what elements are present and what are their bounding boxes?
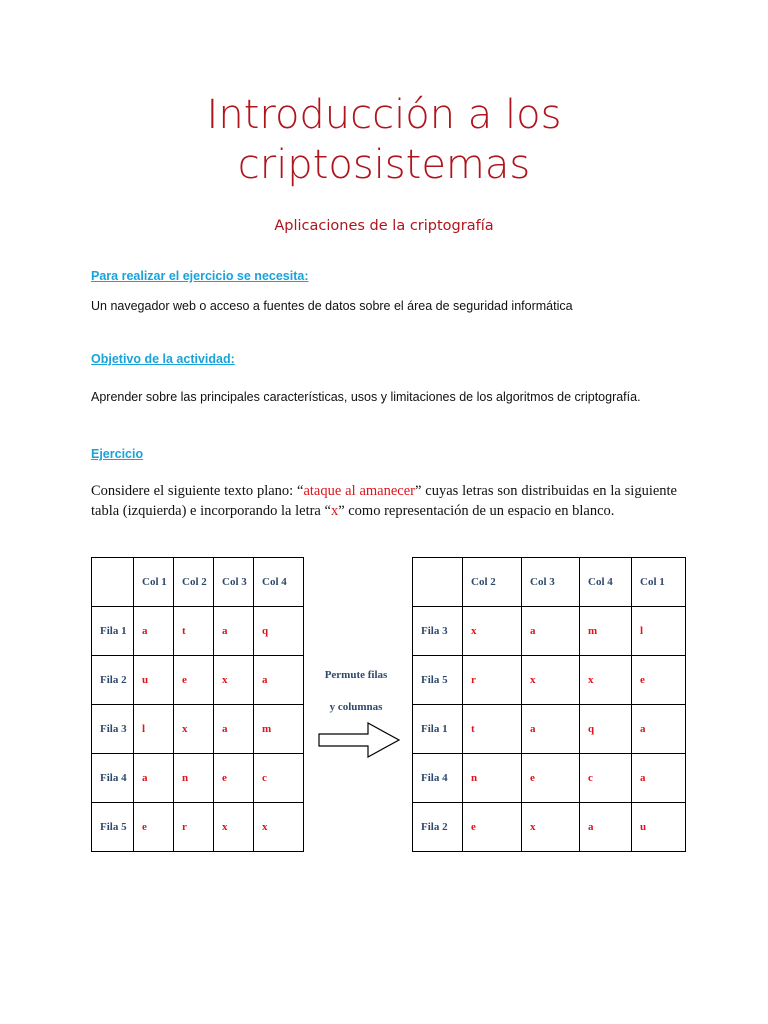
table-row [413,607,686,656]
table-corner-cell [413,558,463,607]
letter-cell: m [254,705,304,754]
letter-cell: m [580,607,632,656]
letter-cell: x [522,803,580,852]
row-label: Fila 2 [413,803,463,852]
letter-cell: e [463,803,522,852]
row-label: Fila 1 [92,607,134,656]
plaintext-highlight: ataque al amanecer [303,483,415,499]
letter-cell: a [134,607,174,656]
letter-cell: t [463,705,522,754]
column-header: Col 1 [134,558,174,607]
row-label: Fila 5 [92,803,134,852]
table-row [413,705,686,754]
letter-cell: u [134,656,174,705]
table-row [92,607,304,656]
letter-cell: a [214,607,254,656]
letter-cell: a [214,705,254,754]
table-row [413,754,686,803]
letter-cell: x [522,656,580,705]
permute-label-line2: y columnas [329,701,383,713]
letter-cell: x [580,656,632,705]
letter-cell: a [254,656,304,705]
title-line-2: criptosistemas [237,142,531,188]
letter-cell: r [174,803,214,852]
letter-cell: c [580,754,632,803]
row-label: Fila 5 [413,656,463,705]
column-header: Col 3 [214,558,254,607]
letter-cell: x [174,705,214,754]
left-table [91,557,304,852]
row-label: Fila 1 [413,705,463,754]
table-row [92,656,304,705]
letter-cell: q [254,607,304,656]
letter-cell: n [174,754,214,803]
title-line-1: Introducción a los [206,92,562,138]
right-table [412,557,686,852]
letter-cell: a [580,803,632,852]
row-label: Fila 3 [413,607,463,656]
letter-cell: e [134,803,174,852]
letter-cell: a [134,754,174,803]
letter-cell: l [632,607,686,656]
requirements-text: Un navegador web o acceso a fuentes de datos sobre el área de seguridad informática [91,299,573,313]
right-arrow-icon [318,722,402,758]
letter-cell: a [522,705,580,754]
table-row [92,705,304,754]
letter-cell: a [522,607,580,656]
letter-cell: t [174,607,214,656]
exercise-heading: Ejercicio [91,447,144,461]
table-header-row [413,558,686,607]
letter-cell: e [214,754,254,803]
letter-cell: a [632,705,686,754]
objective-heading: Objetivo de la actividad: [91,352,235,366]
table-row [92,754,304,803]
letter-cell: l [134,705,174,754]
table-row [92,803,304,852]
table-corner-cell [92,558,134,607]
row-label: Fila 2 [92,656,134,705]
objective-text: Aprender sobre las principales características, usos y limitaciones de los algoritmos de criptografía. [91,390,641,404]
letter-cell: u [632,803,686,852]
exercise-text-middle: ” cuyas letras son distribuidas en la siguiente tabla (izquierda) e incorporando la letra “ [91,483,677,519]
table-header-row [92,558,304,607]
column-header: Col 4 [254,558,304,607]
letter-cell: x [463,607,522,656]
letter-cell: x [254,803,304,852]
table-row [413,803,686,852]
letter-cell: x [214,656,254,705]
table-row [413,656,686,705]
permute-label-line1: Permute filas [324,669,388,681]
column-header: Col 3 [522,558,580,607]
letter-cell: x [214,803,254,852]
letter-cell: e [522,754,580,803]
row-label: Fila 3 [92,705,134,754]
letter-cell: e [632,656,686,705]
column-header: Col 2 [463,558,522,607]
letter-cell: a [632,754,686,803]
exercise-text-before: Considere el siguiente texto plano: “ [91,483,304,499]
exercise-text-after: ” como representación de un espacio en blanco. [338,503,615,519]
page-title [90,90,678,190]
page-subtitle: Aplicaciones de la criptografía [274,218,494,234]
exercise-text [91,481,677,521]
column-header: Col 2 [174,558,214,607]
letter-cell: n [463,754,522,803]
row-label: Fila 4 [413,754,463,803]
column-header: Col 4 [580,558,632,607]
space-letter-highlight: x [330,503,339,519]
letter-cell: q [580,705,632,754]
letter-cell: e [174,656,214,705]
letter-cell: c [254,754,304,803]
letter-cell: r [463,656,522,705]
row-label: Fila 4 [92,754,134,803]
column-header: Col 1 [632,558,686,607]
requirements-heading: Para realizar el ejercicio se necesita: [91,269,309,283]
